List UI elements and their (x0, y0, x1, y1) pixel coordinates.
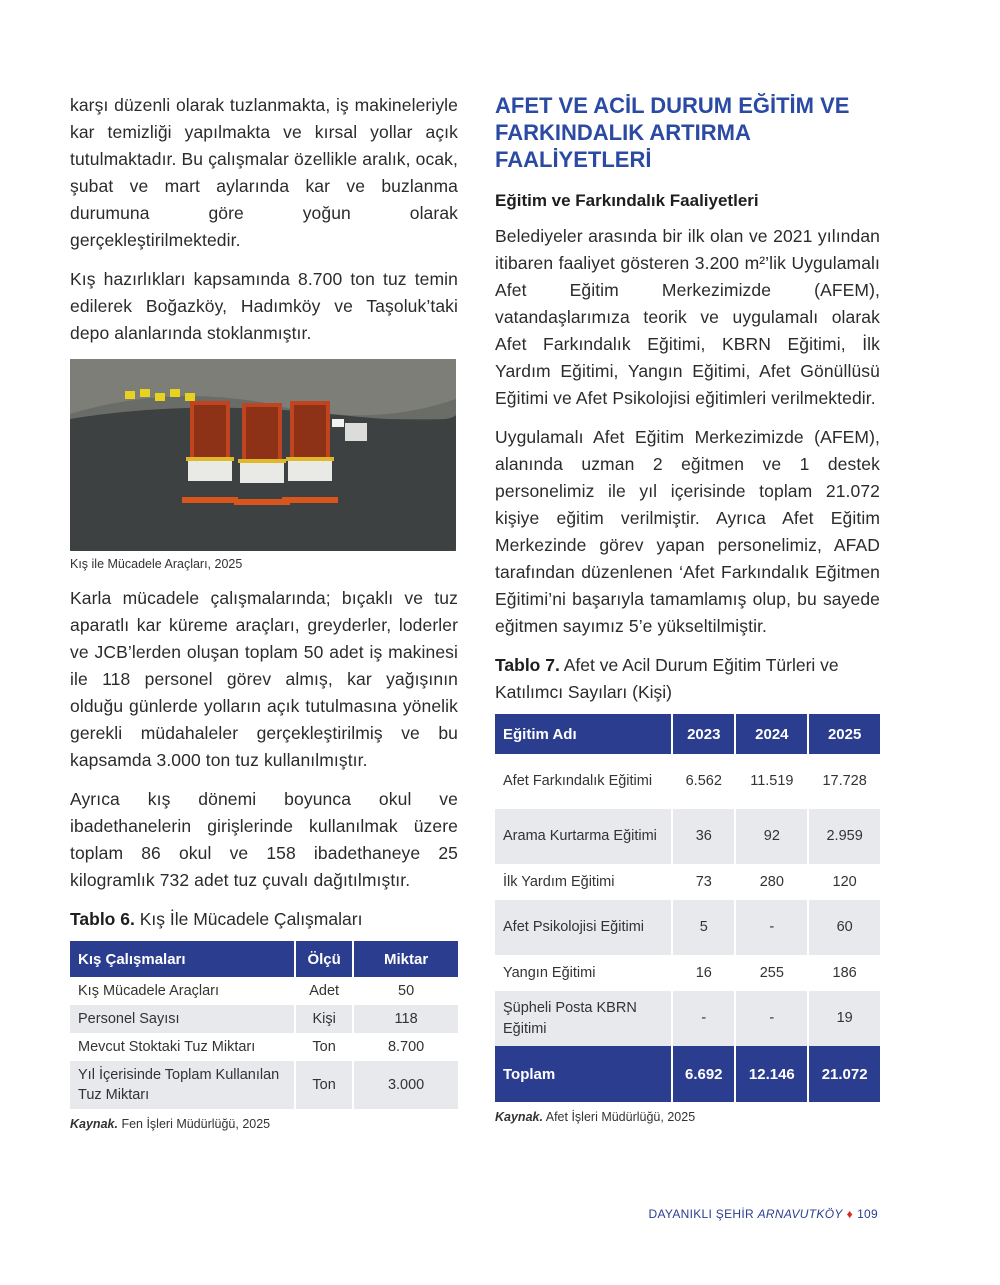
table7-cell: Yangın Eğitimi (495, 955, 672, 991)
table6-header-amount: Miktar (353, 941, 458, 977)
table6-cell: Ton (295, 1033, 353, 1061)
table-row (495, 955, 880, 991)
left-paragraph-1: karşı düzenli olarak tuzlanmakta, iş makineleriyle kar temizliği yapılmakta ve kırsal yollar açık tutulmaktadır. Bu çalışmalar özellikle aralık, ocak, şubat ve mart aylarında kar ve buzlanma durumuna göre yoğun olarak gerçekleştirilmektedir. (70, 95, 458, 250)
table7-source-text: Afet İşleri Müdürlüğü, 2025 (545, 1110, 696, 1124)
table7-source-label: Kaynak. (495, 1110, 543, 1124)
table7-cell: 120 (808, 864, 880, 900)
table-row (495, 991, 880, 1046)
table6-header-operation: Kış Çalışmaları (70, 941, 295, 977)
table6-title-text: Kış İle Mücadele Çalışmaları (139, 909, 363, 929)
table7-cell: 19 (808, 991, 880, 1046)
table-row (70, 1005, 458, 1033)
table7-cell: Afet Farkındalık Eğitimi (495, 754, 672, 809)
table7-cell: 186 (808, 955, 880, 991)
page-footer (649, 1207, 878, 1221)
table-row (70, 977, 458, 1005)
table7-cell: - (735, 900, 808, 955)
table7-cell: 17.728 (808, 754, 880, 809)
table7-total-2025: 21.072 (808, 1046, 880, 1102)
table6-source-label: Kaynak. (70, 1117, 118, 1131)
table7-cell: 16 (672, 955, 735, 991)
table6-header-row (70, 941, 458, 977)
table7-cell: 6.562 (672, 754, 735, 809)
table7-cell: 73 (672, 864, 735, 900)
left-paragraph-4: Ayrıca kış dönemi boyunca okul ve ibadethanelerin girişlerinde kullanılmak üzere toplam 86 okul ve 158 ibadethaneye 25 kilogramlık 732 adet tuz çuvalı dağıtılmıştır. (70, 789, 458, 890)
table7-cell: 11.519 (735, 754, 808, 809)
table7-title-text: Afet ve Acil Durum Eğitim Türleri ve Katılımcı Sayıları (Kişi) (495, 655, 839, 702)
table7-title (495, 652, 880, 706)
right-paragraph-1: Belediyeler arasında bir ilk olan ve 2021 yılından itibaren faaliyet gösteren 3.200 m²’lik Uygulamalı Afet Eğitim Merkezimizde (AFEM), vatandaşlarımıza teorik ve uygulamalı olarak Afet Farkındalık Eğitimi, KBRN Eğitimi, İlk Yardım Eğitimi, Yangın Eğitimi, Afet Gönüllüsü Eğitimi ve Afet Psikolojisi eğitimleri verilmektedir. (495, 226, 880, 408)
table6-cell: Yıl İçerisinde Toplam Kullanılan Tuz Miktarı (70, 1061, 295, 1109)
disaster-training-table (495, 714, 880, 1102)
table7-label: Tablo 7. (495, 655, 560, 675)
table7-cell: Arama Kurtarma Eğitimi (495, 809, 672, 864)
table-row (495, 900, 880, 955)
footer-city: ARNAVUTKÖY (757, 1207, 843, 1221)
table6-source (70, 1117, 458, 1131)
table6-source-text: Fen İşleri Müdürlüğü, 2025 (121, 1117, 271, 1131)
table7-source (495, 1110, 880, 1124)
table6-cell: Mevcut Stoktaki Tuz Miktarı (70, 1033, 295, 1061)
table7-total-2024: 12.146 (735, 1046, 808, 1102)
diamond-icon: ♦ (846, 1207, 854, 1221)
table6-cell: Personel Sayısı (70, 1005, 295, 1033)
table7-cell: - (735, 991, 808, 1046)
table6-label: Tablo 6. (70, 909, 135, 929)
table7-header-2025: 2025 (808, 714, 880, 754)
table7-cell: 5 (672, 900, 735, 955)
table7-header-2023: 2023 (672, 714, 735, 754)
table-row (70, 1061, 458, 1109)
table6-cell: 8.700 (353, 1033, 458, 1061)
winter-operations-table (70, 941, 458, 1109)
table7-header-training: Eğitim Adı (495, 714, 672, 754)
table6-cell: Kış Mücadele Araçları (70, 977, 295, 1005)
table6-title (70, 906, 458, 933)
table7-cell: 255 (735, 955, 808, 991)
table7-cell: - (672, 991, 735, 1046)
photo-caption: Kış ile Mücadele Araçları, 2025 (70, 557, 243, 571)
table7-cell: Şüpheli Posta KBRN Eğitimi (495, 991, 672, 1046)
table-row (70, 1033, 458, 1061)
table7-cell: 2.959 (808, 809, 880, 864)
left-paragraph-3: Karla mücadele çalışmalarında; bıçaklı ve tuz aparatlı kar küreme araçları, greyderler, loderler ve JCB’lerden oluşan toplam 50 adet iş makinesi ile 118 personel görev almış, kar yağışının olduğu günlerde yolların açık tutulmasına yönelik gerekli müdahaleler gerçekleştirilmiş ve bu kapsamda 3.000 ton tuz kullanılmıştır. (70, 588, 458, 770)
table7-header-2024: 2024 (735, 714, 808, 754)
left-paragraph-2: Kış hazırlıkları kapsamında 8.700 ton tuz temin edilerek Boğazköy, Hadımköy ve Taşoluk’taki depo alanlarında stoklanmıştır. (70, 269, 458, 343)
table7-cell: Afet Psikolojisi Eğitimi (495, 900, 672, 955)
table6-header-unit: Ölçü (295, 941, 353, 977)
table7-header-row (495, 714, 880, 754)
table7-cell: 60 (808, 900, 880, 955)
table6-cell: Kişi (295, 1005, 353, 1033)
table7-total-label: Toplam (495, 1046, 672, 1102)
table-row (495, 809, 880, 864)
table7-cell: İlk Yardım Eğitimi (495, 864, 672, 900)
table6-cell: 3.000 (353, 1061, 458, 1109)
table6-cell: 50 (353, 977, 458, 1005)
table6-cell: Adet (295, 977, 353, 1005)
page-number: 109 (857, 1207, 878, 1221)
table7-total-row (495, 1046, 880, 1102)
table7-cell: 280 (735, 864, 808, 900)
table-row (495, 864, 880, 900)
table6-cell: Ton (295, 1061, 353, 1109)
subheading: Eğitim ve Farkındalık Faaliyetleri (495, 191, 759, 210)
right-column (495, 92, 880, 1124)
left-column (70, 92, 458, 1131)
table7-cell: 36 (672, 809, 735, 864)
snow-vehicles-photo (70, 359, 456, 551)
right-paragraph-2: Uygulamalı Afet Eğitim Merkezimizde (AFEM), alanında uzman 2 eğitmen ve 1 destek personelimiz ile yıl içerisinde toplam 21.072 kişiye eğitim verilmiştir. Ayrıca Afet Eğitim Merkezinde görev yapan personelimiz, AFAD tarafından düzenlenen ‘Afet Farkındalık Eğitmen Eğitimi’ni başarıyla tamamlamış olup, bu sayede eğitmen sayımız 5’e yükseltilmiştir. (495, 427, 880, 636)
table-row (495, 754, 880, 809)
section-title: AFET VE ACİL DURUM EĞİTİM VE FARKINDALIK ARTIRMA FAALİYETLERİ (495, 93, 850, 172)
table7-cell: 92 (735, 809, 808, 864)
footer-prefix: DAYANIKLI ŞEHİR (648, 1207, 754, 1221)
table6-cell: 118 (353, 1005, 458, 1033)
table7-total-2023: 6.692 (672, 1046, 735, 1102)
